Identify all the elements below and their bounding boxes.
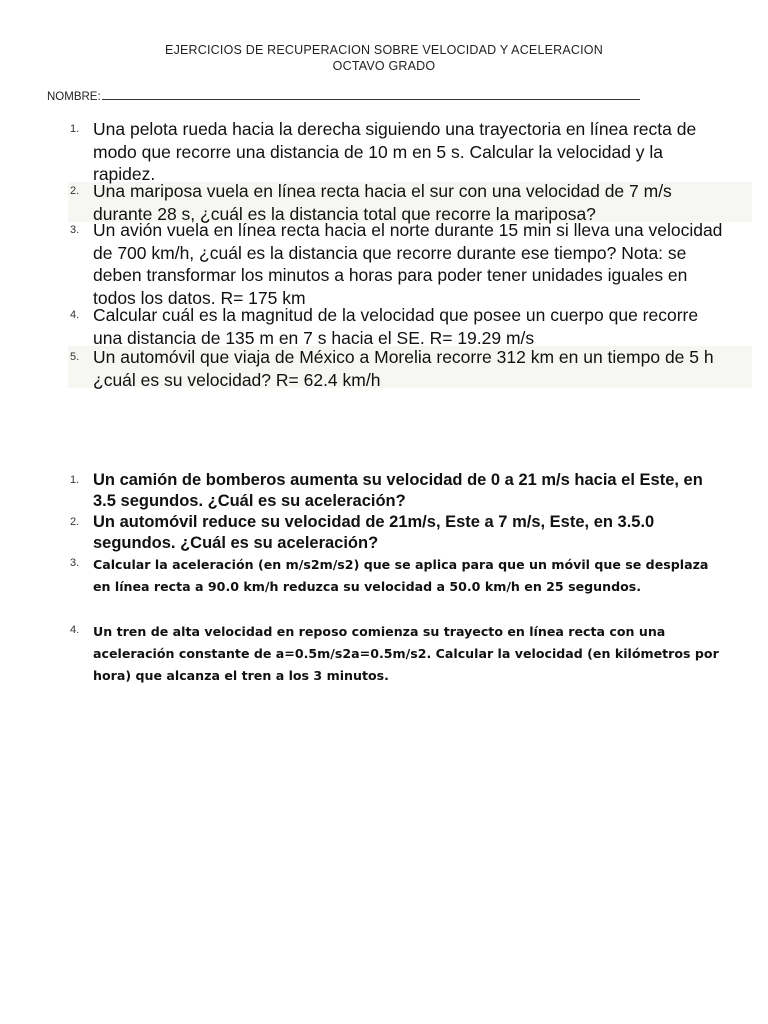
document-subtitle: OCTAVO GRADO (332, 59, 436, 73)
item-text: Calcular cuál es la magnitud de la velocidad que posee un cuerpo que recorre una distancia de 135 m en 7 s hacia el SE. R= 19.29 m/s (93, 305, 699, 348)
item-text: Una pelota rueda hacia la derecha siguiendo una trayectoria en línea recta de modo que recorre una distancia de 10 m en 5 s. Calcular la velocidad y la rapidez. (93, 119, 697, 184)
item-number: 2. (70, 516, 80, 528)
item-number: 3. (70, 224, 80, 236)
nombre-field (47, 89, 640, 103)
item-number: 4. (70, 624, 80, 636)
item-text: Un automóvil reduce su velocidad de 21m/s, Este a 7 m/s, Este, en 3.5.0 segundos. ¿Cuál es su aceleración? (93, 513, 655, 552)
nombre-label: NOMBRE: (47, 91, 101, 103)
item-number: 1. (70, 474, 80, 486)
nombre-blank-line (102, 89, 640, 100)
item-text: Un camión de bomberos aumenta su velocidad de 0 a 21 m/s hacia el Este, en 3.5 segundos. ¿Cuál es su aceleración? (93, 471, 703, 510)
item-text: Un automóvil que viaja de México a Morelia recorre 312 km en un tiempo de 5 h ¿cuál es su velocidad? R= 62.4 km/h (93, 347, 714, 390)
item-number: 1. (70, 123, 80, 135)
item-number: 5. (70, 351, 80, 363)
document-title: EJERCICIOS DE RECUPERACION SOBRE VELOCIDAD Y ACELERACION (165, 43, 603, 57)
item-number: 2. (70, 185, 80, 197)
item-number: 4. (70, 309, 80, 321)
item-text: Un avión vuela en línea recta hacia el norte durante 15 min si lleva una velocidad de 700 km/h, ¿cuál es la distancia que recorre durante ese tiempo? Nota: se deben transformar los minutos a horas para poder tener unidades iguales en todos los datos. R= 175 km (93, 220, 723, 308)
item-text: Una mariposa vuela en línea recta hacia el sur con una velocidad de 7 m/s durante 28 s, ¿cuál es la distancia total que recorre la mariposa? (93, 181, 672, 224)
item-text: Un tren de alta velocidad en reposo comienza su trayecto en línea recta con una aceleración constante de a=0.5m/s2a=0.5m/s2. Calcular la velocidad (en kilómetros por hora) que alcanza el tren a los 3 minutos. (93, 624, 719, 683)
item-number: 3. (70, 557, 80, 569)
item-text: Calcular la aceleración (en m/s2m/s2) que se aplica para que un móvil que se desplaza en línea recta a 90.0 km/h reduzca su velocidad a 50.0 km/h en 25 segundos. (93, 557, 709, 594)
